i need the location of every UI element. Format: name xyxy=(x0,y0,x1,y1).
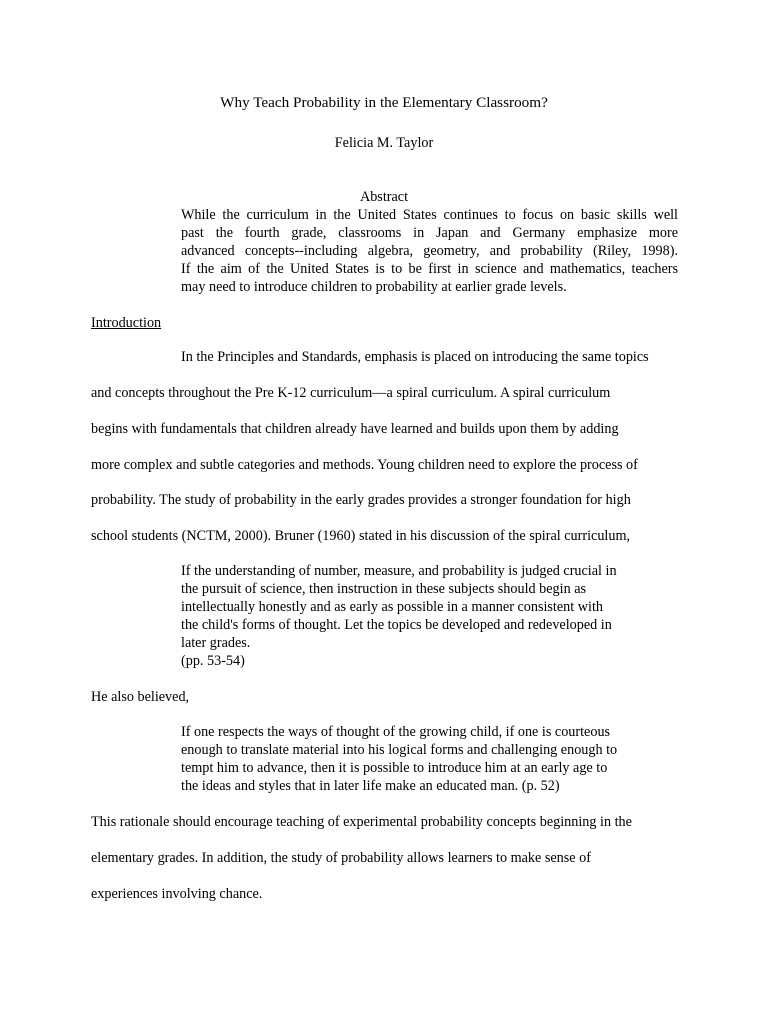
paragraph-line: probability. The study of probability in the early grades provides a stronger foundation for high xyxy=(91,492,631,508)
abstract-line: If the aim of the United States is to be first in science and mathematics, teachers xyxy=(181,261,678,277)
abstract-line: may need to introduce children to probability at earlier grade levels. xyxy=(181,279,567,295)
paragraph-line: elementary grades. In addition, the study of probability allows learners to make sense of xyxy=(91,850,591,866)
paragraph-line: begins with fundamentals that children already have learned and builds upon them by adding xyxy=(91,421,619,437)
block-quote-line: the ideas and styles that in later life make an educated man. (p. 52) xyxy=(181,778,560,794)
block-quote-line: If one respects the ways of thought of the growing child, if one is courteous xyxy=(181,724,611,740)
abstract-heading: Abstract xyxy=(359,189,409,205)
abstract-line: advanced concepts--including algebra, geometry, and probability (Riley, 1998). xyxy=(181,243,678,259)
paragraph-line: experiences involving chance. xyxy=(91,886,263,902)
abstract-line: While the curriculum in the United States continues to focus on basic skills well xyxy=(181,207,678,223)
document-title: Why Teach Probability in the Elementary Classroom? xyxy=(220,94,548,111)
block-quote-line: enough to translate material into his logical forms and challenging enough to xyxy=(181,742,618,758)
block-quote-line: the pursuit of science, then instruction in these subjects should begin as xyxy=(181,581,587,597)
block-quote-citation: (pp. 53-54) xyxy=(181,653,245,669)
block-quote-line: intellectually honestly and as early as possible in a manner consistent with xyxy=(181,599,603,615)
paragraph-line: and concepts throughout the Pre K-12 curriculum—a spiral curriculum. A spiral curriculum xyxy=(91,385,611,401)
paragraph-line: In the Principles and Standards, emphasis is placed on introducing the same topics xyxy=(181,349,649,365)
abstract-line: past the fourth grade, classrooms in Japan and Germany emphasize more xyxy=(181,225,678,241)
transition-line: He also believed, xyxy=(91,689,190,705)
abstract-body xyxy=(181,206,678,296)
block-quote-line: If the understanding of number, measure, and probability is judged crucial in xyxy=(181,563,617,579)
block-quote-line: the child's forms of thought. Let the topics be developed and redeveloped in xyxy=(181,617,612,633)
paragraph-line: more complex and subtle categories and methods. Young children need to explore the process of xyxy=(91,457,638,473)
block-quote-line: later grades. xyxy=(181,635,251,651)
paragraph-line: school students (NCTM, 2000). Bruner (1960) stated in his discussion of the spiral curriculum, xyxy=(91,528,631,544)
paragraph-line: This rationale should encourage teaching of experimental probability concepts beginning in the xyxy=(91,814,632,830)
introduction-heading: Introduction xyxy=(91,315,162,331)
block-quote-line: tempt him to advance, then it is possible to introduce him at an early age to xyxy=(181,760,608,776)
author-name: Felicia M. Taylor xyxy=(334,135,434,151)
